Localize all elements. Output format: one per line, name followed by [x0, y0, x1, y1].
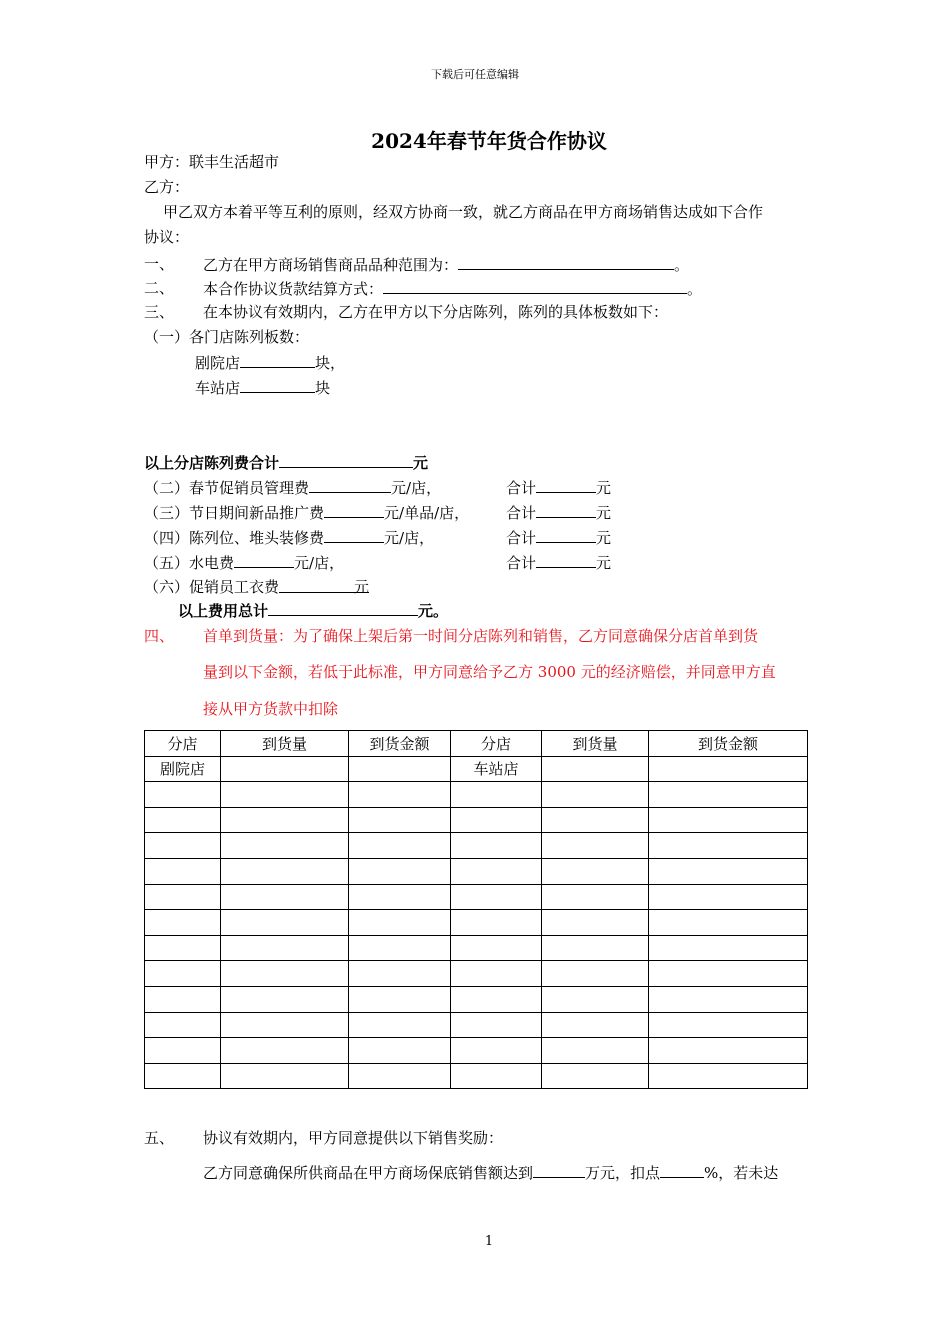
party-b: 乙方：: [144, 178, 190, 196]
fee-total-unit: 元: [596, 504, 612, 522]
fee-total: [506, 527, 611, 548]
store-juyuan-name: 剧院店: [195, 354, 241, 372]
table-cell: 剧院店: [145, 756, 221, 782]
fee-label: （五）水电费: [144, 554, 235, 572]
table-cell: 车站店: [451, 756, 542, 782]
clause-1: [203, 254, 689, 275]
fee-total-unit: 元: [596, 479, 612, 497]
fee-total: [506, 502, 611, 523]
fee-total-blank: [536, 527, 596, 543]
store-chezhan-blank: [240, 377, 315, 393]
table-row: [145, 935, 808, 961]
fee-unit: 元/店，: [294, 554, 345, 572]
fee-line: [144, 552, 344, 573]
deduction-rate-blank: [660, 1162, 704, 1178]
fee-blank: [234, 552, 294, 568]
min-sales-blank: [533, 1162, 585, 1178]
fee-total: [506, 477, 611, 498]
uniform-fee-label: （六）促销员工衣费: [144, 578, 280, 596]
grand-total-label: 以上费用总计: [178, 602, 269, 620]
clause-5-detail-a: 乙方同意确保所供商品在甲方商场保底销售额达到: [203, 1164, 534, 1182]
clause-1-end: 。: [674, 256, 690, 274]
uniform-fee-line: [144, 577, 369, 597]
clause-2: [203, 278, 702, 299]
grand-total-blank: [268, 600, 418, 616]
table-row: [145, 961, 808, 987]
fee-total-unit: 元: [596, 554, 612, 572]
fee-line: [144, 502, 469, 523]
uniform-fee-blank: [279, 577, 370, 596]
table-cell: [542, 756, 649, 782]
clause-1-number: 一、: [144, 255, 175, 273]
clause-4-line-2: 量到以下金额，若低于此标准，甲方同意给予乙方 3000 元的经济赔偿，并同意甲方直: [203, 663, 776, 681]
settlement-method-blank: [383, 278, 687, 294]
fee-unit: 元/店，: [391, 479, 442, 497]
display-fee-total-label: 以上分店陈列费合计: [144, 454, 280, 472]
table-header-cell: 到货金额: [349, 731, 451, 757]
clause-1-text: 乙方在甲方商场销售商品品种范围为：: [203, 256, 459, 274]
intro-line-2: 协议：: [144, 228, 190, 246]
fee-label: （二）春节促销员管理费: [144, 479, 310, 497]
clause-3-text: 在本协议有效期内，乙方在甲方以下分店陈列，陈列的具体板数如下：: [203, 303, 669, 321]
fee-total-blank: [536, 502, 596, 518]
fee-line: [144, 477, 441, 498]
table-header-cell: 到货金额: [649, 731, 808, 757]
document-title: 2024年春节年货合作协议: [371, 129, 607, 153]
fee-unit: 元/单品/店，: [384, 504, 470, 522]
table-header-cell: 分店: [451, 731, 542, 757]
uniform-fee-unit: 元: [354, 578, 370, 596]
clause-5-detail: [203, 1162, 778, 1183]
clause-5-text: 协议有效期内，甲方同意提供以下销售奖励：: [203, 1129, 504, 1147]
fee-total: [506, 552, 611, 573]
grand-total-unit: 元。: [418, 602, 449, 620]
grand-total: [178, 600, 448, 621]
fee-label: （三）节日期间新品推广费: [144, 504, 325, 522]
table-row: [145, 986, 808, 1012]
table-cell: [221, 756, 349, 782]
fee-blank: [324, 502, 384, 518]
delivery-table: [144, 730, 808, 1089]
table-row: [145, 782, 808, 808]
table-cell: [649, 756, 808, 782]
table-row: [145, 910, 808, 936]
table-row: [145, 1038, 808, 1064]
table-row: [145, 858, 808, 884]
fee-line: [144, 527, 434, 548]
fee-total-blank: [536, 477, 596, 493]
store-juyuan-blank: [240, 352, 315, 368]
clause-4-line-1: 首单到货量：为了确保上架后第一时间分店陈列和销售，乙方同意确保分店首单到货: [203, 627, 759, 645]
store-chezhan-unit: 块: [315, 379, 331, 397]
display-fee-total-unit: 元: [413, 454, 429, 472]
table-row: [145, 756, 808, 782]
store-juyuan-unit: 块，: [315, 354, 346, 372]
clause-2-end: 。: [687, 280, 703, 298]
fee-total-unit: 元: [596, 529, 612, 547]
store-chezhan-name: 车站店: [195, 379, 241, 397]
clause-2-text: 本合作协议货款结算方式：: [203, 280, 384, 298]
clause-2-number: 二、: [144, 279, 175, 297]
table-row: [145, 807, 808, 833]
clause-4-line-3: 接从甲方货款中扣除: [203, 700, 339, 718]
product-range-blank: [458, 254, 674, 270]
table-header-cell: 到货量: [221, 731, 349, 757]
display-fee-total: [144, 452, 428, 473]
fee-total-label: 合计: [506, 479, 537, 497]
fee-total-label: 合计: [506, 529, 537, 547]
fee-blank: [309, 477, 391, 493]
table-cell: [349, 756, 451, 782]
header-note: 下载后可任意编辑: [431, 68, 519, 81]
clause-4-number: 四、: [144, 627, 175, 645]
clause-3-number: 三、: [144, 303, 175, 321]
table-row: [145, 884, 808, 910]
clause-5-number: 五、: [144, 1129, 175, 1147]
sub-clause-1: （一）各门店陈列板数：: [144, 328, 310, 346]
table-header-cell: 到货量: [542, 731, 649, 757]
table-row: [145, 1063, 808, 1089]
page-number: 1: [484, 1234, 494, 1249]
table-header-cell: 分店: [145, 731, 221, 757]
fee-total-label: 合计: [506, 554, 537, 572]
fee-blank: [324, 527, 384, 543]
store-juyuan-line: [195, 352, 345, 373]
fee-label: （四）陈列位、堆头装修费: [144, 529, 325, 547]
table-header-row: [145, 731, 808, 757]
fee-total-blank: [536, 552, 596, 568]
party-a: 甲方：联丰生活超市: [144, 153, 280, 171]
clause-5-detail-c: %，若未达: [704, 1164, 779, 1182]
intro-line-1: 甲乙双方本着平等互利的原则，经双方协商一致，就乙方商品在甲方商场销售达成如下合作: [163, 203, 764, 221]
table-row: [145, 833, 808, 859]
fee-unit: 元/店，: [384, 529, 435, 547]
store-chezhan-line: [195, 377, 330, 398]
clause-5-detail-b: 万元，扣点: [585, 1164, 661, 1182]
table-row: [145, 1012, 808, 1038]
display-fee-total-blank: [279, 452, 413, 468]
fee-total-label: 合计: [506, 504, 537, 522]
